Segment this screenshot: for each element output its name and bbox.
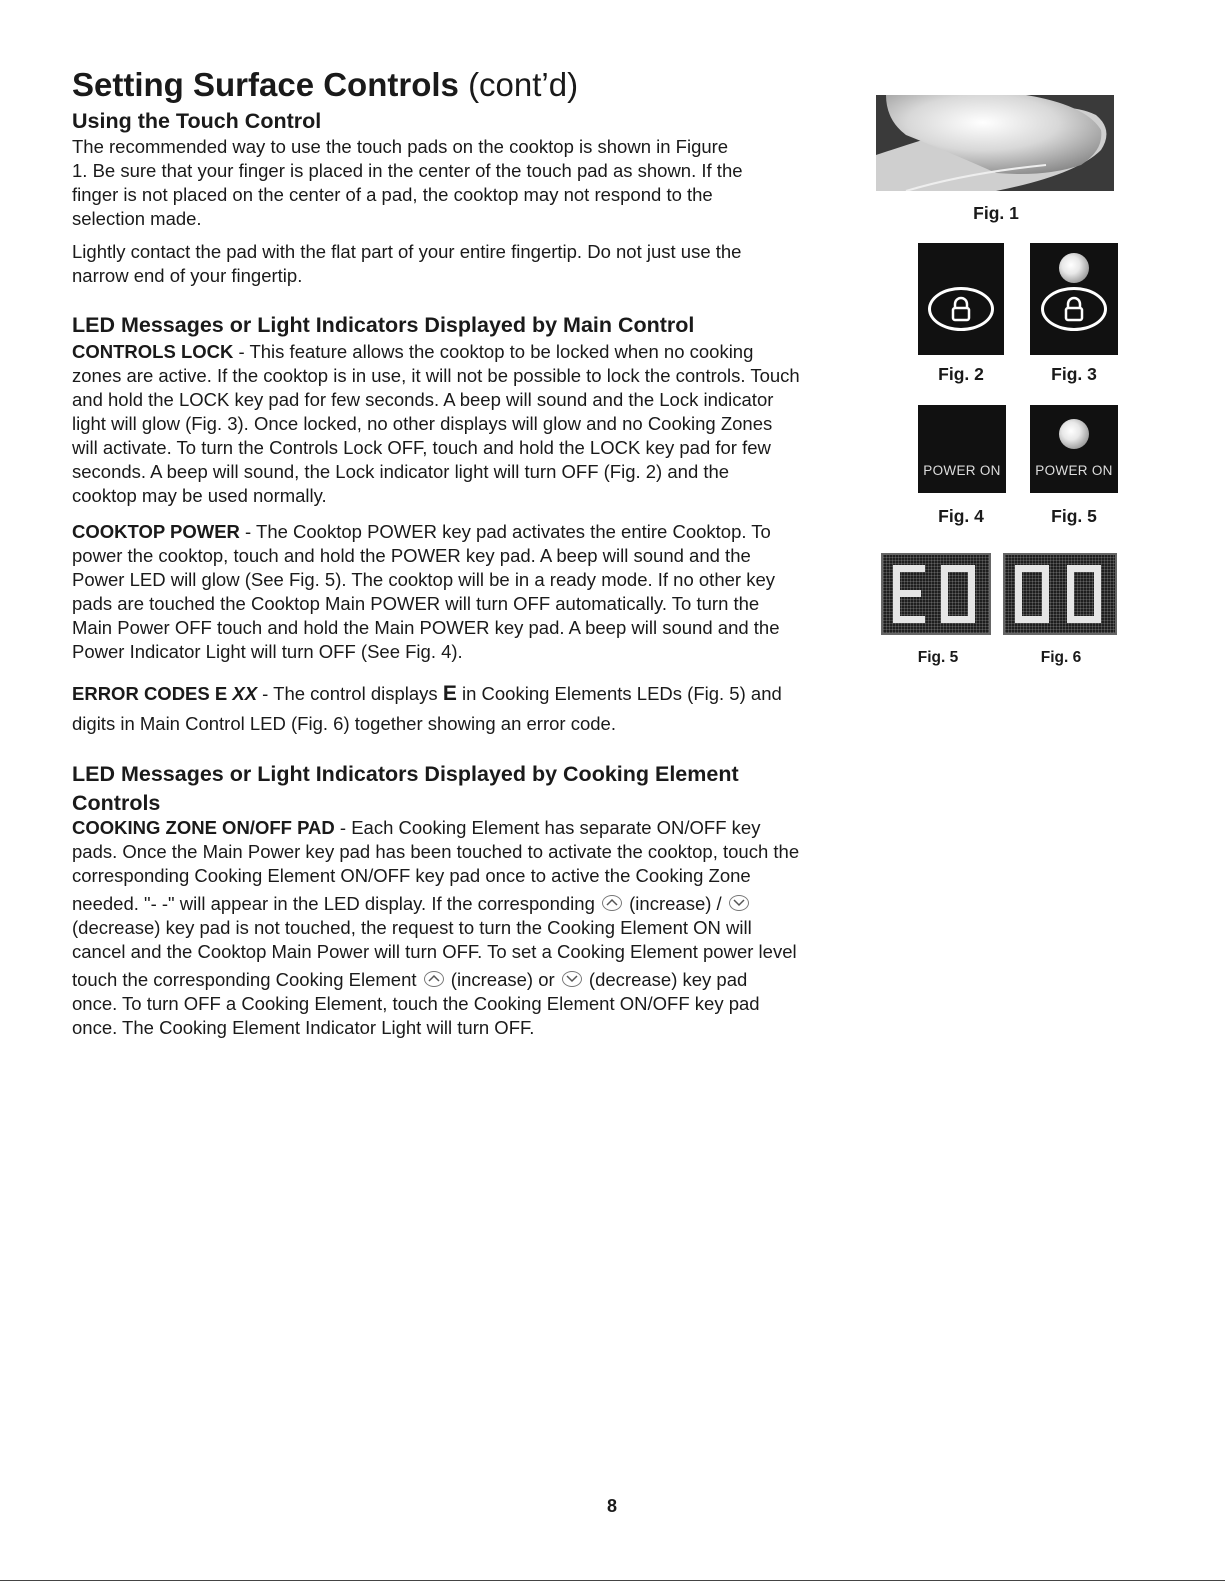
text-line: seconds. A beep will sound, the Lock indicator light will turn OFF (Fig. 2) and the (72, 461, 730, 482)
text-line: once. To turn OFF a Cooking Element, touch the Cooking Element ON/OFF key pad (72, 993, 760, 1014)
increase-arrow-icon (424, 971, 444, 987)
text-line: pads are touched the Cooktop Main POWER will turn OFF automatically. To turn the (72, 593, 760, 614)
cooking-zone-paragraph (72, 816, 799, 1040)
text-line: (decrease) key pad is not touched, the request to turn the Cooking Element ON will (72, 917, 752, 938)
error-codes-label: ERROR CODES E (72, 683, 233, 704)
fig4-power-pad (918, 405, 1006, 493)
text-line: selection made. (72, 208, 202, 229)
text-line: 1. Be sure that your finger is placed in the center of the touch pad as shown. If the (72, 160, 743, 181)
cooking-zone-label: COOKING ZONE ON/OFF PAD (72, 817, 335, 838)
fig2-caption: Fig. 2 (938, 364, 984, 384)
increase-arrow-icon (602, 895, 622, 911)
text-line: Power Indicator Light will turn OFF (See Fig. 4). (72, 641, 463, 662)
cooktop-power-label: COOKTOP POWER (72, 521, 240, 542)
touch-paragraph-2 (72, 240, 741, 288)
fig3-lock-pad-glowing (1030, 243, 1118, 355)
fig1-finger-image (876, 95, 1114, 191)
controls-lock-label: CONTROLS LOCK (72, 341, 234, 362)
text-line: and hold the LOCK key pad for few seconds. A beep will sound and the Lock indicator (72, 389, 774, 410)
text-line: (increase) / (624, 893, 727, 914)
title-suffix: (cont’d) (468, 66, 579, 103)
text-line: The recommended way to use the touch pads on the cooktop is shown in Figure (72, 136, 729, 157)
text-line: cancel and the Cooktop Main Power will turn OFF. To set a Cooking Element power level (72, 941, 797, 962)
text-line: in Cooking Elements LEDs (Fig. 5) and (456, 683, 782, 704)
lock-icon (1041, 287, 1107, 331)
power-on-label: POWER ON (1035, 463, 1113, 478)
fig4-caption: Fig. 4 (938, 506, 984, 526)
text-line: Main Power OFF touch and hold the Main POWER key pad. A beep will sound and the (72, 617, 780, 638)
page-number: 8 (606, 1496, 617, 1516)
heading-line: Controls (72, 791, 161, 815)
text-line: (increase) or (445, 969, 560, 990)
touch-heading: Using the Touch Control (72, 109, 322, 133)
text-line: pads. Once the Main Power key pad has been touched to activate the cooktop, touch the (72, 841, 800, 862)
fig3-caption: Fig. 3 (1051, 364, 1097, 384)
text-line: zones are active. If the cooktop is in use, it will not be possible to lock the controls. Touch (72, 365, 800, 386)
text-line: will activate. To turn the Controls Lock OFF, touch and hold the LOCK key pad for few (72, 437, 771, 458)
page-bottom-rule (0, 1580, 1225, 1581)
finger-illustration (876, 95, 1114, 191)
led-digits (1005, 555, 1115, 633)
text-line: Power LED will glow (See Fig. 5). The cooktop will be in a ready mode. If no other key (72, 569, 775, 590)
glow-indicator-icon (1059, 419, 1089, 449)
lock-icon (928, 287, 994, 331)
fig6-caption: Fig. 6 (1040, 649, 1082, 666)
heading-line: LED Messages or Light Indicators Displayed by Cooking Element (72, 762, 739, 786)
fig1-caption: Fig. 1 (973, 203, 1019, 223)
text-line: - The control displays (257, 683, 443, 704)
glow-indicator-icon (1059, 253, 1089, 283)
text-line: touch the corresponding Cooking Element (72, 969, 422, 990)
text-line: narrow end of your fingertip. (72, 265, 303, 286)
text-line: once. The Cooking Element Indicator Light will turn OFF. (72, 1017, 535, 1038)
text-line: (decrease) key pad (583, 969, 748, 990)
text-line: - Each Cooking Element has separate ON/OFF key (334, 817, 761, 838)
text-line: - This feature allows the cooktop to be locked when no cooking (233, 341, 754, 362)
text-line: - The Cooktop POWER key pad activates the entire Cooktop. To (239, 521, 771, 542)
fig5-caption: Fig. 5 (1051, 506, 1097, 526)
text-line: finger is not placed on the center of a pad, the cooktop may not respond to the (72, 184, 713, 205)
title-main: Setting Surface Controls (72, 66, 459, 103)
text-line: corresponding Cooking Element ON/OFF key pad once to active the Cooking Zone (72, 865, 751, 886)
cooktop-power-paragraph (72, 520, 780, 664)
decrease-arrow-icon (562, 971, 582, 987)
text-line: cooktop may be used normally. (72, 485, 327, 506)
fig6-led-display (1003, 553, 1117, 635)
text-line: needed. "- -" will appear in the LED display. If the corresponding (72, 893, 600, 914)
text-line: Lightly contact the pad with the flat part of your entire fingertip. Do not just use the (72, 241, 742, 262)
controls-lock-paragraph (72, 340, 800, 508)
text-line: light will glow (Fig. 3). Once locked, no other displays will glow and no Cooking Zones (72, 413, 773, 434)
error-e-letter: E (442, 682, 457, 705)
fig5-led-display (881, 553, 991, 635)
power-on-label: POWER ON (923, 463, 1001, 478)
touch-paragraph-1 (72, 135, 743, 231)
page-title (72, 66, 578, 104)
decrease-arrow-icon (729, 895, 749, 911)
text-line: power the cooktop, touch and hold the POWER key pad. A beep will sound and the (72, 545, 751, 566)
fig5-led-caption: Fig. 5 (917, 649, 959, 666)
fig2-lock-pad (918, 243, 1004, 355)
error-codes-xx: XX (232, 683, 258, 704)
fig5-power-pad-glowing (1030, 405, 1118, 493)
text-line: digits in Main Control LED (Fig. 6) together showing an error code. (72, 713, 616, 734)
led-cooking-heading (72, 760, 739, 818)
error-codes-paragraph (72, 679, 782, 739)
led-error-digits (883, 555, 989, 633)
led-main-heading: LED Messages or Light Indicators Displayed by Main Control (72, 313, 695, 337)
